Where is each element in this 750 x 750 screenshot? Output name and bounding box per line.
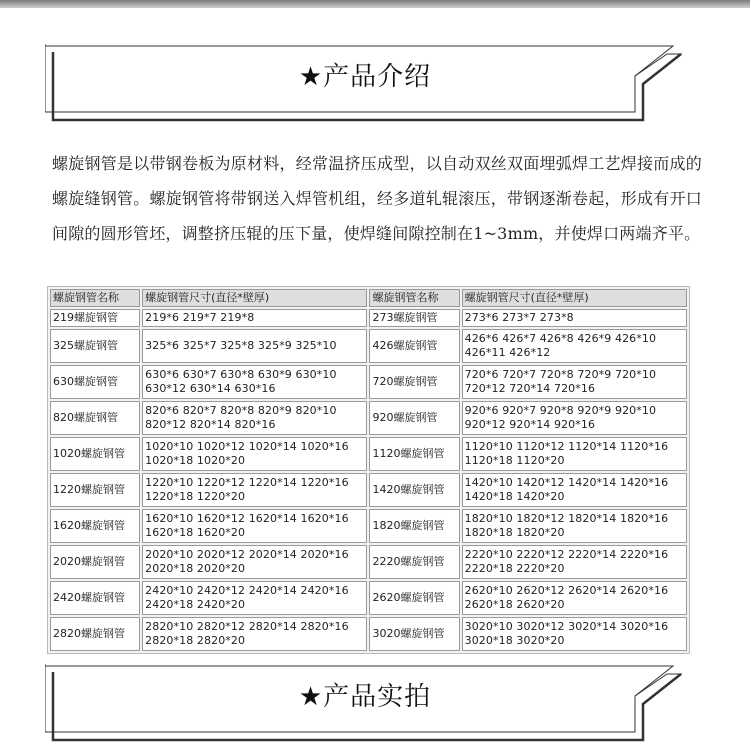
pipe-name-cell: 720螺旋钢管 bbox=[369, 365, 459, 399]
pipe-size-cell: 325*6 325*7 325*8 325*9 325*10 bbox=[142, 329, 367, 363]
pipe-size-cell: 1220*10 1220*12 1220*14 1220*16 1220*18 1220*20 bbox=[142, 473, 367, 507]
pipe-size-cell: 920*6 920*7 920*8 920*9 920*10 920*12 920*14 920*16 bbox=[462, 401, 687, 435]
pipe-name-cell: 2220螺旋钢管 bbox=[369, 545, 459, 579]
section-title: ★产品实拍 bbox=[298, 682, 432, 712]
pipe-size-cell: 1120*10 1120*12 1120*14 1120*16 1120*18 1120*20 bbox=[462, 437, 687, 471]
pipe-name-cell: 1220螺旋钢管 bbox=[50, 473, 140, 507]
table-row bbox=[50, 545, 687, 579]
pipe-size-cell: 2820*10 2820*12 2820*14 2820*16 2820*18 2820*20 bbox=[142, 617, 367, 651]
pipe-name-cell: 2620螺旋钢管 bbox=[369, 581, 459, 615]
pipe-size-cell: 3020*10 3020*12 3020*14 3020*16 3020*18 3020*20 bbox=[462, 617, 687, 651]
table-row bbox=[50, 309, 687, 327]
pipe-size-cell: 820*6 820*7 820*8 820*9 820*10 820*12 820*14 820*16 bbox=[142, 401, 367, 435]
section-title: ★产品介绍 bbox=[298, 62, 432, 92]
header-cell-name-1: 螺旋钢管名称 bbox=[50, 289, 140, 307]
pipe-size-cell: 2620*10 2620*12 2620*14 2620*16 2620*18 2620*20 bbox=[462, 581, 687, 615]
table-row bbox=[50, 329, 687, 363]
pipe-name-cell: 1020螺旋钢管 bbox=[50, 437, 140, 471]
table-row bbox=[50, 365, 687, 399]
pipe-name-cell: 2820螺旋钢管 bbox=[50, 617, 140, 651]
pipe-size-cell: 273*6 273*7 273*8 bbox=[462, 309, 687, 327]
pipe-name-cell: 3020螺旋钢管 bbox=[369, 617, 459, 651]
table-row bbox=[50, 473, 687, 507]
pipe-name-cell: 1420螺旋钢管 bbox=[369, 473, 459, 507]
pipe-name-cell: 920螺旋钢管 bbox=[369, 401, 459, 435]
pipe-size-cell: 2220*10 2220*12 2220*14 2220*16 2220*18 2220*20 bbox=[462, 545, 687, 579]
pipe-size-cell: 1020*10 1020*12 1020*14 1020*16 1020*18 1020*20 bbox=[142, 437, 367, 471]
table-header-row bbox=[50, 289, 687, 307]
header-cell-name-2: 螺旋钢管名称 bbox=[369, 289, 459, 307]
section-banner-product-photos bbox=[45, 662, 685, 742]
table-row bbox=[50, 509, 687, 543]
pipe-size-cell: 2020*10 2020*12 2020*14 2020*16 2020*18 2020*20 bbox=[142, 545, 367, 579]
table-row bbox=[50, 581, 687, 615]
pipe-size-cell: 1620*10 1620*12 1620*14 1620*16 1620*18 1620*20 bbox=[142, 509, 367, 543]
pipe-name-cell: 2420螺旋钢管 bbox=[50, 581, 140, 615]
section-banner-product-intro bbox=[45, 42, 685, 122]
spec-table bbox=[47, 286, 690, 654]
table-row bbox=[50, 617, 687, 651]
table-row bbox=[50, 437, 687, 471]
pipe-name-cell: 1120螺旋钢管 bbox=[369, 437, 459, 471]
pipe-name-cell: 1620螺旋钢管 bbox=[50, 509, 140, 543]
pipe-name-cell: 2020螺旋钢管 bbox=[50, 545, 140, 579]
header-cell-size-2: 螺旋钢管尺寸(直径*壁厚) bbox=[462, 289, 687, 307]
pipe-name-cell: 273螺旋钢管 bbox=[369, 309, 459, 327]
top-image-strip bbox=[0, 0, 750, 8]
header-cell-size-1: 螺旋钢管尺寸(直径*壁厚) bbox=[142, 289, 367, 307]
pipe-name-cell: 1820螺旋钢管 bbox=[369, 509, 459, 543]
pipe-name-cell: 219螺旋钢管 bbox=[50, 309, 140, 327]
pipe-size-cell: 720*6 720*7 720*8 720*9 720*10 720*12 720*14 720*16 bbox=[462, 365, 687, 399]
pipe-size-cell: 1420*10 1420*12 1420*14 1420*16 1420*18 1420*20 bbox=[462, 473, 687, 507]
pipe-name-cell: 630螺旋钢管 bbox=[50, 365, 140, 399]
pipe-name-cell: 426螺旋钢管 bbox=[369, 329, 459, 363]
pipe-name-cell: 820螺旋钢管 bbox=[50, 401, 140, 435]
intro-paragraph: 螺旋钢管是以带钢卷板为原材料，经常温挤压成型，以自动双丝双面埋弧焊工艺焊接而成的螺旋缝钢管。螺旋钢管将带钢送入焊管机组，经多道轧辊滚压，带钢逐渐卷起，形成有开口间隙的圆形管坯，调整挤压辊的压下量，使焊缝间隙控制在1~3mm，并使焊口两端齐平。 bbox=[52, 154, 702, 243]
pipe-size-cell: 630*6 630*7 630*8 630*9 630*10 630*12 630*14 630*16 bbox=[142, 365, 367, 399]
pipe-size-cell: 219*6 219*7 219*8 bbox=[142, 309, 367, 327]
pipe-size-cell: 1820*10 1820*12 1820*14 1820*16 1820*18 1820*20 bbox=[462, 509, 687, 543]
pipe-size-cell: 426*6 426*7 426*8 426*9 426*10 426*11 426*12 bbox=[462, 329, 687, 363]
pipe-name-cell: 325螺旋钢管 bbox=[50, 329, 140, 363]
table-row bbox=[50, 401, 687, 435]
pipe-size-cell: 2420*10 2420*12 2420*14 2420*16 2420*18 2420*20 bbox=[142, 581, 367, 615]
